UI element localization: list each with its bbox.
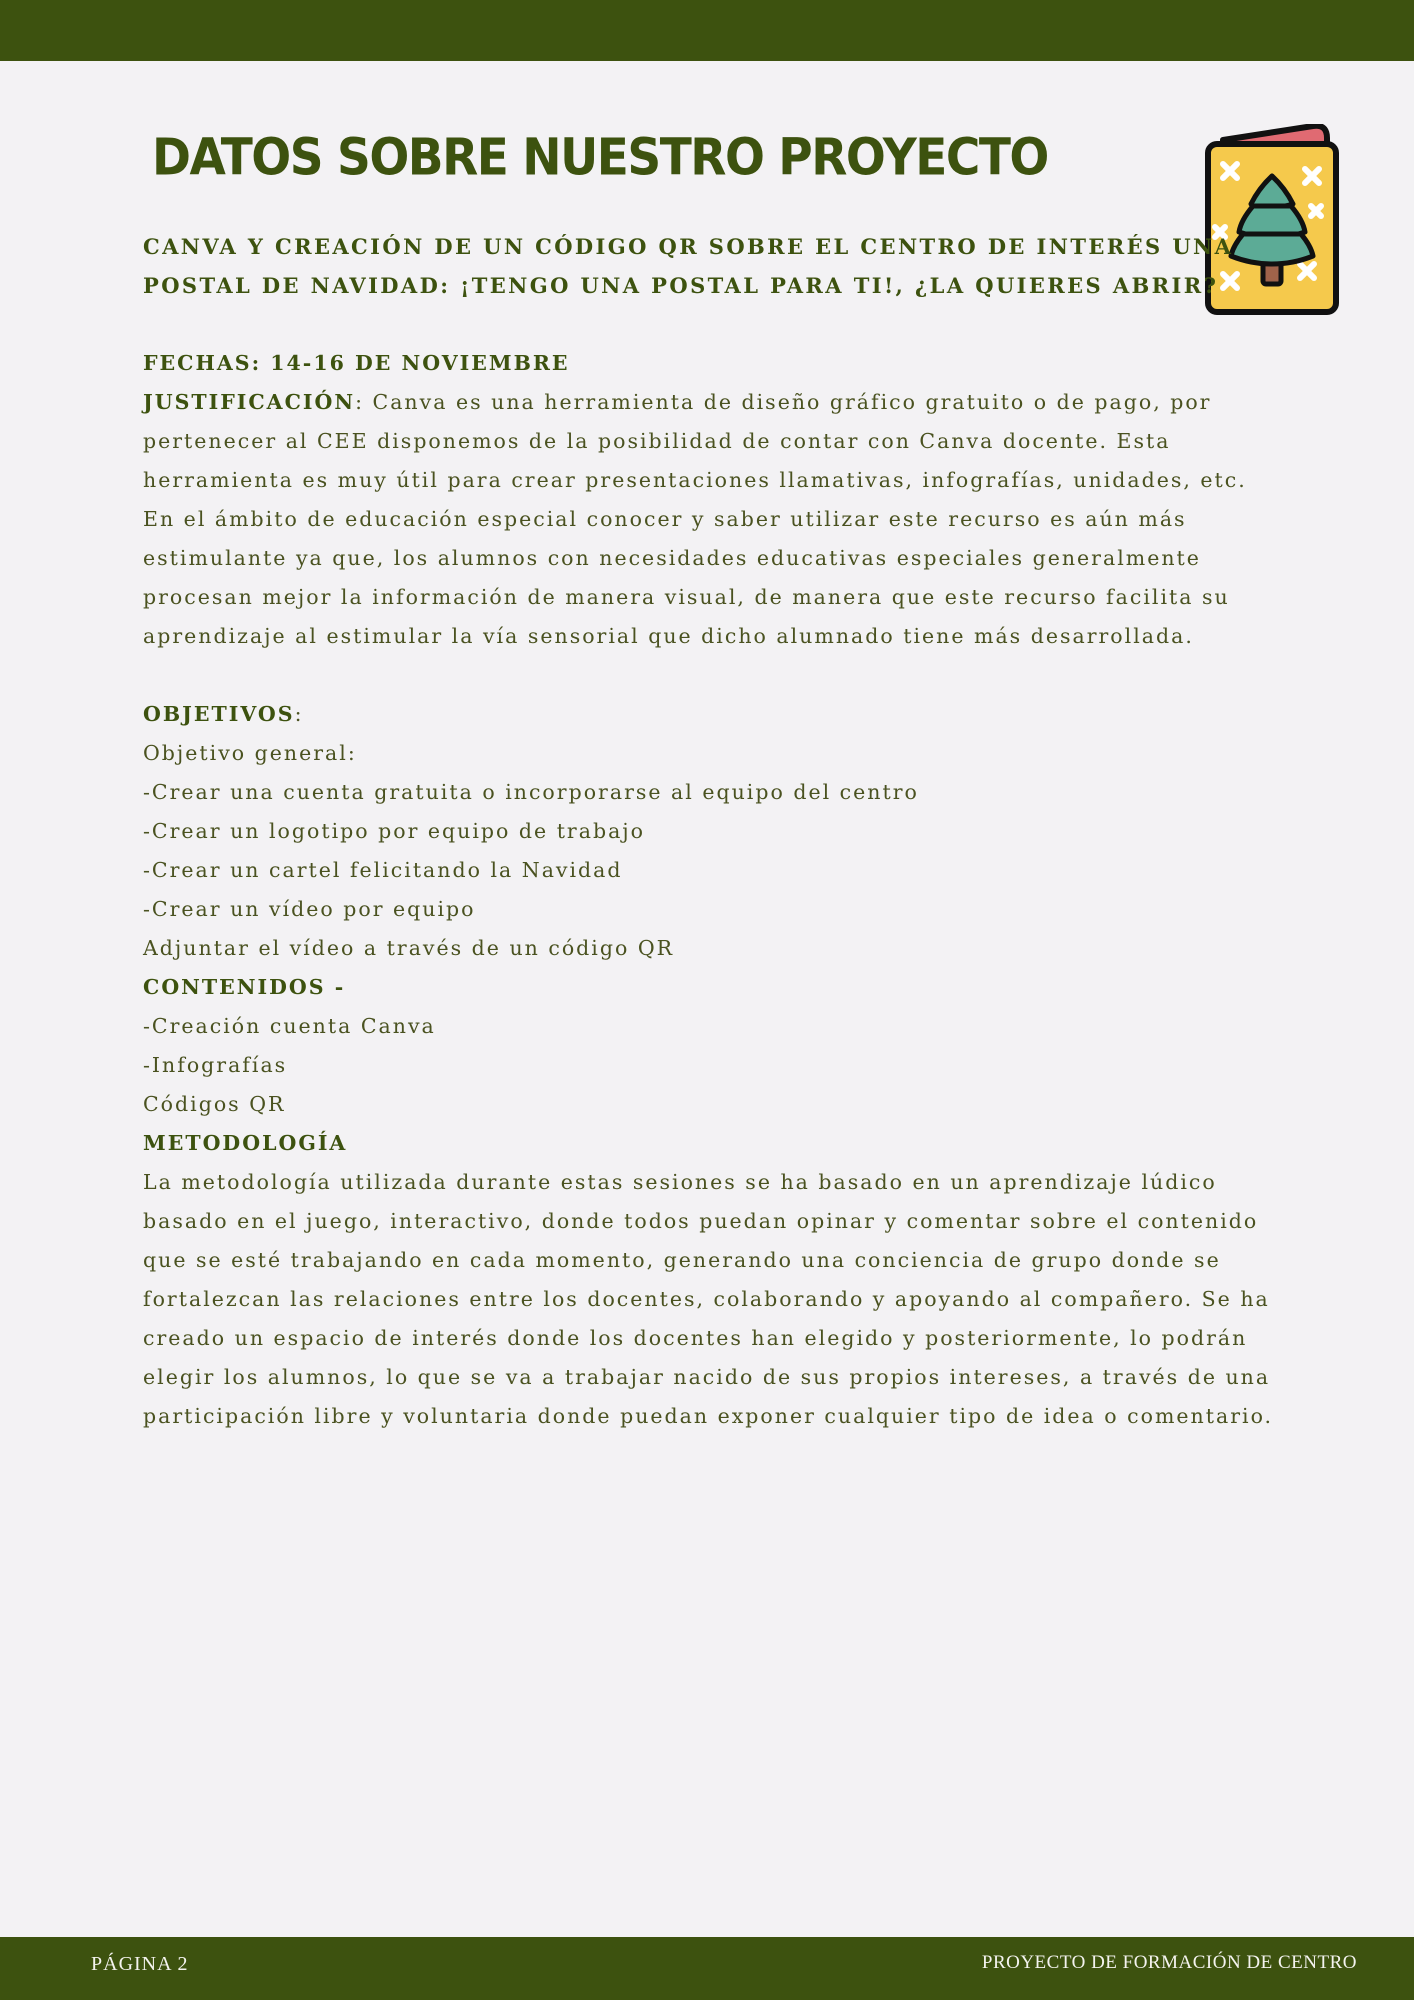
fechas-line: FECHAS: 14-16 DE NOVIEMBRE	[143, 351, 570, 375]
objetivos-suffix: :	[294, 702, 304, 726]
list-item: Adjuntar el vídeo a través de un código QR	[143, 936, 675, 960]
list-item: -Crear un vídeo por equipo	[143, 897, 476, 921]
list-item: Códigos QR	[143, 1092, 286, 1116]
list-item: -Crear un logotipo por equipo de trabajo	[143, 819, 645, 843]
objetivos-label: OBJETIVOS	[143, 702, 295, 726]
justificacion-text: : Canva es una herramienta de diseño gráfico gratuito o de pago, por pertenecer al CEE disponemos de la posibilidad de contar con Canva docente. Esta herramienta es muy útil para crear presentaciones llamativas, infografías, unidades, etc. En el ámbito de educación especial conocer y saber utilizar este recurso es aún más estimulante ya que, los alumnos con necesidades educativas especiales generalmente procesan mejor la información de manera visual, de manera que este recurso facilita su aprendizaje al estimular la vía sensorial que dicho alumnado tiene más desarrollada.	[143, 390, 1247, 648]
footer-title: PROYECTO DE FORMACIÓN DE CENTRO	[981, 1952, 1357, 1973]
list-item: -Crear un cartel felicitando la Navidad	[143, 858, 623, 882]
justificacion-label: JUSTIFICACIÓN	[143, 390, 356, 414]
page-title: DATOS SOBRE NUESTRO PROYECTO	[152, 128, 1048, 188]
objetivos-heading	[143, 695, 1283, 734]
content	[143, 227, 1283, 1436]
metodologia-paragraph: La metodología utilizada durante estas sesiones se ha basado en un aprendizaje lúdico basado en el juego, interactivo, donde todos puedan opinar y comentar sobre el contenido que se esté trabajando en cada momento, generando una conciencia de grupo donde se fortalezcan las relaciones entre los docentes, colaborando y apoyando al compañero. Se ha creado un espacio de interés donde los docentes han elegido y posteriormente, lo podrán elegir los alumnos, lo que se va a trabajar nacido de sus propios intereses, a través de una participación libre y voluntaria donde puedan exponer cualquier tipo de idea o comentario.	[143, 1170, 1274, 1428]
top-bar	[0, 0, 1414, 61]
page-number: PÁGINA 2	[91, 1953, 189, 1975]
justificacion-paragraph	[143, 383, 1283, 656]
project-subtitle: CANVA Y CREACIÓN DE UN CÓDIGO QR SOBRE EL CENTRO DE INTERÉS UNA POSTAL DE NAVIDAD: ¡TENGO UNA POSTAL PARA TI!, ¿LA QUIERES ABRIR?	[143, 234, 1234, 298]
list-item: -Creación cuenta Canva	[143, 1014, 436, 1038]
list-item: -Crear una cuenta gratuita o incorporarse al equipo del centro	[143, 780, 919, 804]
list-item: -Infografías	[143, 1053, 288, 1077]
list-item: Objetivo general:	[143, 741, 357, 765]
contenidos-heading: CONTENIDOS -	[143, 975, 346, 999]
metodologia-heading: METODOLOGÍA	[143, 1131, 348, 1155]
